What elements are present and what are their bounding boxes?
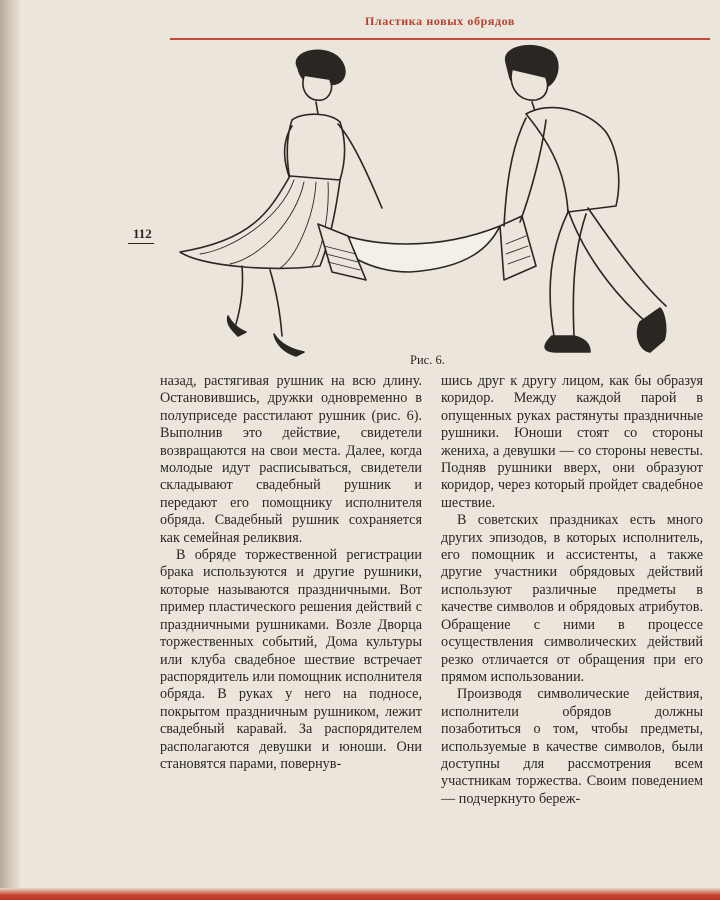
paragraph: В советских праздниках есть много других эпизодов, в которых исполнитель, его помощник и ассистенты, а также другие участники обрядовых действий используют различные предметы в качестве символов и обрядовых атрибутов. Обращение с ними в процессе осуществления символических действий резко отличается от обращения при его прямом использовании. — [441, 512, 703, 685]
book-edge — [0, 888, 720, 900]
figure-illustration — [170, 40, 700, 370]
text-column-left — [160, 373, 422, 773]
paragraph: назад, растягивая рушник на всю длину. Остановившись, дружки одновременно в полуприседе расстилают рушник (рис. 6). Выполнив это действие, свидетели возвращаются на свои места. Далее, когда молодые идут расписываться, свидетели складывают свадебный рушник и передают его помощнику исполнителя обряда. Свадебный рушник сохраняется как семейная реликвия. — [160, 373, 422, 546]
figure-caption: Рис. 6. — [410, 353, 445, 367]
paragraph: В обряде торжественной регистрации брака используются и другие рушники, которые называются праздничными. Вот пример пластического решения действий с праздничными рушниками. Возле Дворца торжественных событий, Дома культуры или клуба свадебное шествие встречает распорядитель или помощник исполнителя обряда. В руках у него на подносе, покрытом праздничным рушником, лежит свадебный каравай. За распорядителем располагаются девушки и юноши. Они становятся парами, повернув- — [160, 547, 423, 772]
text-column-right — [441, 373, 703, 808]
page-number-rule — [128, 243, 154, 244]
paragraph: Производя символические действия, исполнители обрядов должны позаботиться о том, чтобы предметы, используемые в качестве символов, были доступны для рассмотрения всем участникам торжества. Своим поведением — подчеркнуто береж- — [441, 686, 703, 807]
woman-figure — [180, 50, 382, 356]
running-title: Пластика новых обрядов — [364, 14, 516, 28]
man-figure — [504, 46, 666, 352]
paragraph: шись друг к другу лицом, как бы образуя коридор. Между каждой парой в опущенных руках растянуты праздничные рушники. Юноши стоят со стороны жениха, а девушки — со стороны невесты. Подняв рушники вверх, они образуют коридор, через который пройдет свадебное шествие. — [441, 373, 703, 511]
page-number: 112 — [133, 226, 152, 241]
book-binding — [0, 0, 20, 900]
